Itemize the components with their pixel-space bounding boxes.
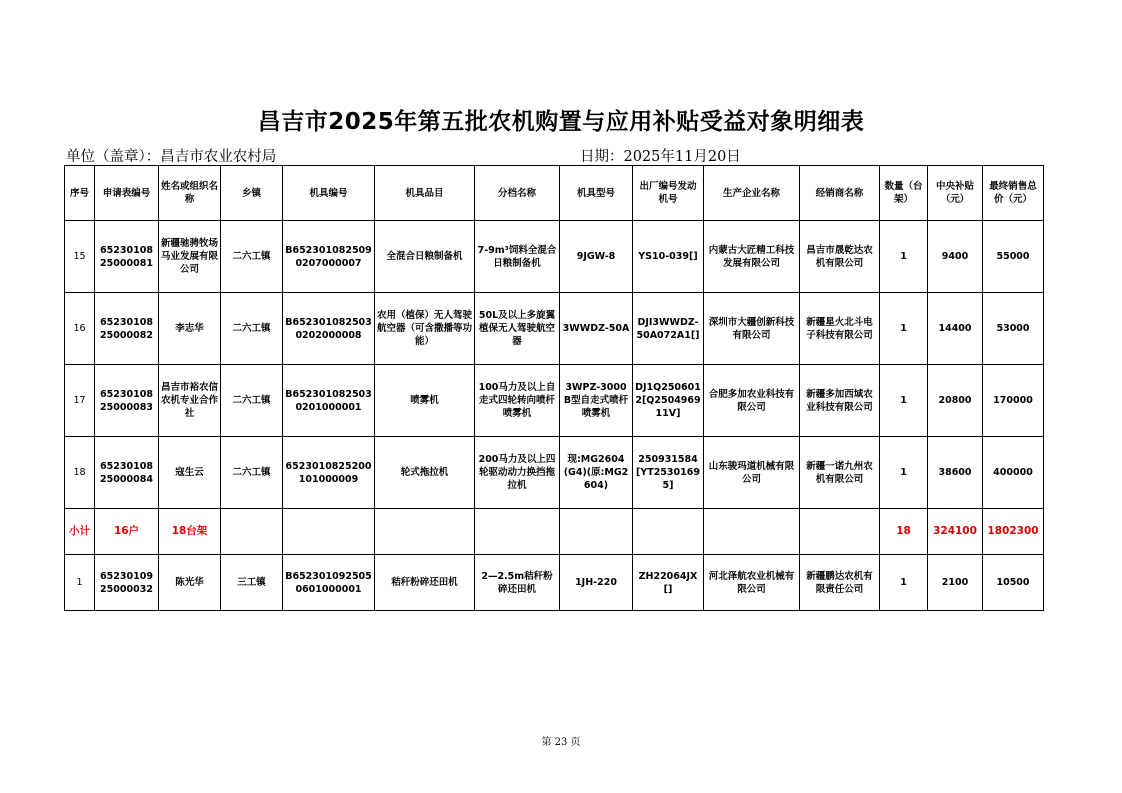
table-row bbox=[65, 293, 1044, 365]
table-cell: YS10-039[] bbox=[633, 221, 704, 293]
table-cell bbox=[800, 509, 880, 555]
table-cell: 250931584[YT25301695] bbox=[633, 437, 704, 509]
table-cell: 新疆鹏达农机有限责任公司 bbox=[800, 555, 880, 611]
table-cell bbox=[560, 509, 633, 555]
table-cell: 10500 bbox=[983, 555, 1044, 611]
table-cell bbox=[283, 509, 375, 555]
table-cell: B6523010825030201000001 bbox=[283, 365, 375, 437]
table-cell: B6523010825090207000007 bbox=[283, 221, 375, 293]
table-cell: B6523010925050601000001 bbox=[283, 555, 375, 611]
table-cell: 400000 bbox=[983, 437, 1044, 509]
table-cell: 昌吉市晟乾达农机有限公司 bbox=[800, 221, 880, 293]
table-row bbox=[65, 555, 1044, 611]
table-cell: 深圳市大疆创新科技有限公司 bbox=[704, 293, 800, 365]
table-cell: 合肥多加农业科技有限公司 bbox=[704, 365, 800, 437]
col-header: 数量（台架） bbox=[880, 166, 928, 221]
table-cell: 1 bbox=[880, 293, 928, 365]
table-cell: 1 bbox=[880, 555, 928, 611]
table-cell: 轮式拖拉机 bbox=[375, 437, 475, 509]
table-cell: 新疆星火北斗电子科技有限公司 bbox=[800, 293, 880, 365]
table-cell: 15 bbox=[65, 221, 95, 293]
table-cell: 1 bbox=[880, 221, 928, 293]
table-cell: 2100 bbox=[928, 555, 983, 611]
table-cell: 1 bbox=[880, 437, 928, 509]
table-cell: 新疆驰骋牧场马业发展有限公司 bbox=[159, 221, 221, 293]
subtotal-quantity: 18 bbox=[880, 509, 928, 555]
table-cell: 14400 bbox=[928, 293, 983, 365]
table-cell: 9400 bbox=[928, 221, 983, 293]
subtotal-total: 1802300 bbox=[983, 509, 1044, 555]
table-cell: 170000 bbox=[983, 365, 1044, 437]
table-cell: 1 bbox=[880, 365, 928, 437]
unit-label: 单位（盖章）：昌吉市农业农村局 bbox=[66, 149, 277, 165]
table-cell: 7-9m³饲料全混合日粮制备机 bbox=[475, 221, 560, 293]
table-cell: 全混合日粮制备机 bbox=[375, 221, 475, 293]
table-header-row bbox=[65, 166, 1044, 221]
table-row bbox=[65, 221, 1044, 293]
table-cell: 6523010825200101000009 bbox=[283, 437, 375, 509]
col-header: 乡镇 bbox=[221, 166, 283, 221]
table-cell: 3WWDZ-50A bbox=[560, 293, 633, 365]
subtotal-label: 小计 bbox=[65, 509, 95, 555]
col-header: 经销商名称 bbox=[800, 166, 880, 221]
table-cell: 9JGW-8 bbox=[560, 221, 633, 293]
table-cell: 山东骏玛道机械有限公司 bbox=[704, 437, 800, 509]
col-header: 生产企业名称 bbox=[704, 166, 800, 221]
table-cell: 新疆一诺九州农机有限公司 bbox=[800, 437, 880, 509]
table-cell: 二六工镇 bbox=[221, 365, 283, 437]
table-cell: 喷雾机 bbox=[375, 365, 475, 437]
page-number: 第 23 页 bbox=[541, 737, 581, 748]
table-cell: DJ1Q2506012[Q250496911V] bbox=[633, 365, 704, 437]
table-cell: 农用（植保）无人驾驶航空器（可含撒播等功能） bbox=[375, 293, 475, 365]
date-label: 日期：2025年11月20日 bbox=[580, 149, 741, 165]
col-header: 机具品目 bbox=[375, 166, 475, 221]
col-header: 序号 bbox=[65, 166, 95, 221]
table-cell: 17 bbox=[65, 365, 95, 437]
table-cell: 1 bbox=[65, 555, 95, 611]
col-header: 出厂编号发动机号 bbox=[633, 166, 704, 221]
table-cell bbox=[633, 509, 704, 555]
table-cell: 二六工镇 bbox=[221, 293, 283, 365]
table-cell: 100马力及以上自走式四轮转向喷杆喷雾机 bbox=[475, 365, 560, 437]
table-cell: 秸秆粉碎还田机 bbox=[375, 555, 475, 611]
subtotal-row bbox=[65, 509, 1044, 555]
table-cell: ZH22064JX[] bbox=[633, 555, 704, 611]
col-header: 中央补贴（元） bbox=[928, 166, 983, 221]
table-cell: 6523010825000083 bbox=[95, 365, 159, 437]
table-cell: 2—2.5m秸秆粉碎还田机 bbox=[475, 555, 560, 611]
table-cell: 3WPZ-3000B型自走式喷杆喷雾机 bbox=[560, 365, 633, 437]
table-cell: 内蒙古大匠精工科技发展有限公司 bbox=[704, 221, 800, 293]
col-header: 机具型号 bbox=[560, 166, 633, 221]
table-cell: 李志华 bbox=[159, 293, 221, 365]
table-cell: DJI3WWDZ-50A072A1[] bbox=[633, 293, 704, 365]
col-header: 姓名或组织名称 bbox=[159, 166, 221, 221]
table-cell: 200马力及以上四轮驱动动力换挡拖拉机 bbox=[475, 437, 560, 509]
table-cell bbox=[704, 509, 800, 555]
table-row bbox=[65, 365, 1044, 437]
table-cell: 16 bbox=[65, 293, 95, 365]
table-cell bbox=[375, 509, 475, 555]
table-cell: B6523010825030202000008 bbox=[283, 293, 375, 365]
col-header: 分档名称 bbox=[475, 166, 560, 221]
table-cell bbox=[221, 509, 283, 555]
table-cell: 18 bbox=[65, 437, 95, 509]
col-header: 申请表编号 bbox=[95, 166, 159, 221]
col-header: 机具编号 bbox=[283, 166, 375, 221]
page-title: 昌吉市2025年第五批农机购置与应用补贴受益对象明细表 bbox=[257, 109, 865, 135]
col-header: 最终销售总价（元） bbox=[983, 166, 1044, 221]
table-cell: 20800 bbox=[928, 365, 983, 437]
table-cell bbox=[475, 509, 560, 555]
table-cell: 53000 bbox=[983, 293, 1044, 365]
table-cell: 1JH-220 bbox=[560, 555, 633, 611]
subtotal-households: 16户 bbox=[95, 509, 159, 555]
table-cell: 二六工镇 bbox=[221, 221, 283, 293]
subtotal-subsidy: 324100 bbox=[928, 509, 983, 555]
table-cell: 6523010825000082 bbox=[95, 293, 159, 365]
table-cell: 二六工镇 bbox=[221, 437, 283, 509]
table-cell: 三工镇 bbox=[221, 555, 283, 611]
subsidy-table bbox=[64, 165, 1044, 611]
table-cell: 新疆多加西域农业科技有限公司 bbox=[800, 365, 880, 437]
table-cell: 陈光华 bbox=[159, 555, 221, 611]
table-cell: 6523010825000084 bbox=[95, 437, 159, 509]
subtotal-machines: 18台架 bbox=[159, 509, 221, 555]
table-cell: 38600 bbox=[928, 437, 983, 509]
table-cell: 现:MG2604(G4)(原:MG2604) bbox=[560, 437, 633, 509]
table-cell: 昌吉市裕农信农机专业合作社 bbox=[159, 365, 221, 437]
table-row bbox=[65, 437, 1044, 509]
table-cell: 河北泽航农业机械有限公司 bbox=[704, 555, 800, 611]
table-cell: 50L及以上多旋翼植保无人驾驶航空器 bbox=[475, 293, 560, 365]
table-cell: 55000 bbox=[983, 221, 1044, 293]
table-cell: 6523010925000032 bbox=[95, 555, 159, 611]
table-cell: 寇生云 bbox=[159, 437, 221, 509]
table-cell: 6523010825000081 bbox=[95, 221, 159, 293]
